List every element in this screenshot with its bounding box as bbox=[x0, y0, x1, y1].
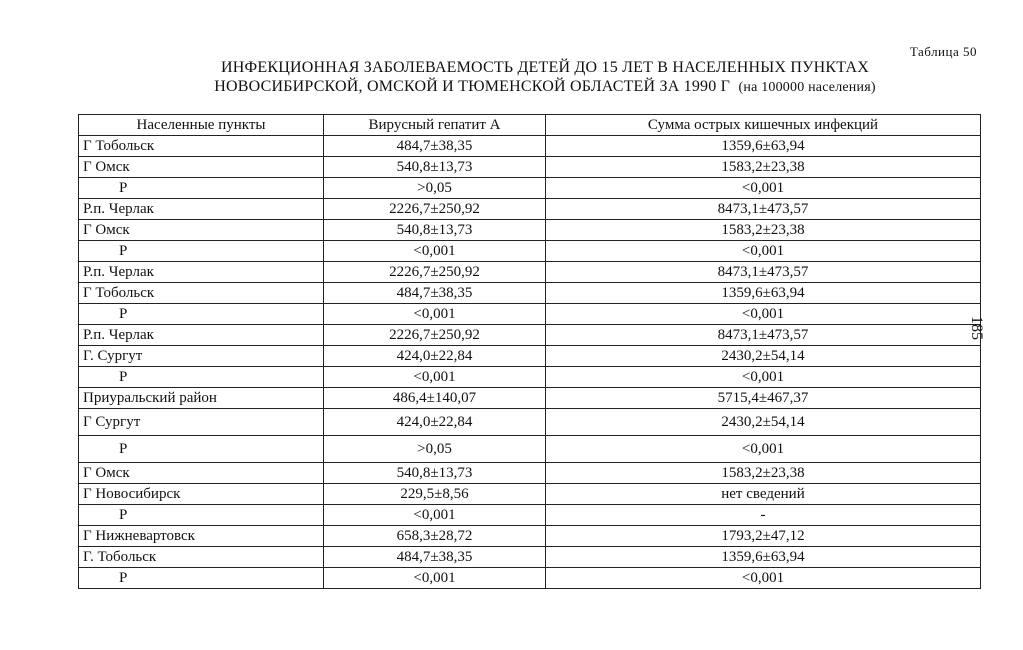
hepatitis-cell: <0,001 bbox=[324, 241, 546, 262]
intestinal-cell: <0,001 bbox=[546, 436, 981, 463]
place-cell: Р bbox=[79, 178, 324, 199]
table-row bbox=[79, 304, 981, 325]
table-header-row bbox=[79, 115, 981, 136]
table-body bbox=[79, 136, 981, 589]
place-cell: Г Омск bbox=[79, 157, 324, 178]
hepatitis-cell: >0,05 bbox=[324, 178, 546, 199]
hepatitis-cell: 2226,7±250,92 bbox=[324, 262, 546, 283]
place-cell: Г Новосибирск bbox=[79, 484, 324, 505]
table-title bbox=[150, 58, 940, 97]
place-cell: Р bbox=[79, 367, 324, 388]
intestinal-cell: <0,001 bbox=[546, 367, 981, 388]
place-cell: Г Омск bbox=[79, 463, 324, 484]
place-cell: Р bbox=[79, 568, 324, 589]
hepatitis-cell: <0,001 bbox=[324, 505, 546, 526]
place-cell: Р bbox=[79, 436, 324, 463]
morbidity-table bbox=[78, 114, 981, 589]
hepatitis-cell: 2226,7±250,92 bbox=[324, 325, 546, 346]
place-cell: Г Сургут bbox=[79, 409, 324, 436]
intestinal-cell: 1793,2±47,12 bbox=[546, 526, 981, 547]
place-cell: Р bbox=[79, 304, 324, 325]
table-row bbox=[79, 463, 981, 484]
place-cell: Г. Сургут bbox=[79, 346, 324, 367]
table-row bbox=[79, 157, 981, 178]
table-row bbox=[79, 568, 981, 589]
table-row bbox=[79, 367, 981, 388]
place-cell: Приуральский район bbox=[79, 388, 324, 409]
table-row bbox=[79, 262, 981, 283]
intestinal-cell: 5715,4±467,37 bbox=[546, 388, 981, 409]
hepatitis-cell: 229,5±8,56 bbox=[324, 484, 546, 505]
table-row bbox=[79, 484, 981, 505]
hepatitis-cell: 2226,7±250,92 bbox=[324, 199, 546, 220]
intestinal-cell: 2430,2±54,14 bbox=[546, 346, 981, 367]
place-cell: Р.п. Черлак bbox=[79, 199, 324, 220]
title-note: (на 100000 населения) bbox=[738, 80, 876, 95]
table-row bbox=[79, 199, 981, 220]
table-row bbox=[79, 325, 981, 346]
intestinal-cell: 8473,1±473,57 bbox=[546, 262, 981, 283]
place-cell: Г Нижневартовск bbox=[79, 526, 324, 547]
table-row bbox=[79, 178, 981, 199]
hepatitis-cell: 484,7±38,35 bbox=[324, 136, 546, 157]
place-cell: Р.п. Черлак bbox=[79, 262, 324, 283]
page-number: 185 bbox=[968, 316, 985, 340]
hepatitis-cell: 540,8±13,73 bbox=[324, 157, 546, 178]
column-header-intestinal: Сумма острых кишечных инфекций bbox=[546, 115, 981, 136]
title-line-2 bbox=[150, 77, 940, 97]
column-header-hepatitis: Вирусный гепатит А bbox=[324, 115, 546, 136]
table-row bbox=[79, 388, 981, 409]
intestinal-cell: 1583,2±23,38 bbox=[546, 220, 981, 241]
table-row bbox=[79, 436, 981, 463]
intestinal-cell: - bbox=[546, 505, 981, 526]
hepatitis-cell: <0,001 bbox=[324, 568, 546, 589]
intestinal-cell: <0,001 bbox=[546, 304, 981, 325]
table-row bbox=[79, 241, 981, 262]
hepatitis-cell: 540,8±13,73 bbox=[324, 463, 546, 484]
hepatitis-cell: 540,8±13,73 bbox=[324, 220, 546, 241]
intestinal-cell: 8473,1±473,57 bbox=[546, 325, 981, 346]
hepatitis-cell: 484,7±38,35 bbox=[324, 547, 546, 568]
hepatitis-cell: >0,05 bbox=[324, 436, 546, 463]
hepatitis-cell: 424,0±22,84 bbox=[324, 346, 546, 367]
intestinal-cell: 1359,6±63,94 bbox=[546, 283, 981, 304]
table-row bbox=[79, 283, 981, 304]
place-cell: Р.п. Черлак bbox=[79, 325, 324, 346]
intestinal-cell: 1583,2±23,38 bbox=[546, 463, 981, 484]
intestinal-cell: 1583,2±23,38 bbox=[546, 157, 981, 178]
hepatitis-cell: 658,3±28,72 bbox=[324, 526, 546, 547]
place-cell: Р bbox=[79, 241, 324, 262]
table-row bbox=[79, 409, 981, 436]
intestinal-cell: <0,001 bbox=[546, 241, 981, 262]
title-line-2-text: НОВОСИБИРСКОЙ, ОМСКОЙ И ТЮМЕНСКОЙ ОБЛАСТЕЙ ЗА 1990 Г bbox=[214, 78, 731, 95]
intestinal-cell: <0,001 bbox=[546, 178, 981, 199]
intestinal-cell: <0,001 bbox=[546, 568, 981, 589]
table-row bbox=[79, 547, 981, 568]
table-number-label: Таблица 50 bbox=[909, 44, 977, 59]
hepatitis-cell: 486,4±140,07 bbox=[324, 388, 546, 409]
intestinal-cell: 1359,6±63,94 bbox=[546, 136, 981, 157]
place-cell: Г Тобольск bbox=[79, 136, 324, 157]
hepatitis-cell: 424,0±22,84 bbox=[324, 409, 546, 436]
column-header-places: Населенные пункты bbox=[79, 115, 324, 136]
hepatitis-cell: <0,001 bbox=[324, 367, 546, 388]
table-row bbox=[79, 346, 981, 367]
intestinal-cell: нет сведений bbox=[546, 484, 981, 505]
hepatitis-cell: <0,001 bbox=[324, 304, 546, 325]
title-line-1: ИНФЕКЦИОННАЯ ЗАБОЛЕВАЕМОСТЬ ДЕТЕЙ ДО 15 ЛЕТ В НАСЕЛЕННЫХ ПУНКТАХ bbox=[221, 59, 869, 76]
place-cell: Г. Тобольск bbox=[79, 547, 324, 568]
table-row bbox=[79, 136, 981, 157]
intestinal-cell: 2430,2±54,14 bbox=[546, 409, 981, 436]
intestinal-cell: 8473,1±473,57 bbox=[546, 199, 981, 220]
place-cell: Г Тобольск bbox=[79, 283, 324, 304]
hepatitis-cell: 484,7±38,35 bbox=[324, 283, 546, 304]
place-cell: Г Омск bbox=[79, 220, 324, 241]
table-row bbox=[79, 505, 981, 526]
place-cell: Р bbox=[79, 505, 324, 526]
table-row bbox=[79, 526, 981, 547]
table-row bbox=[79, 220, 981, 241]
intestinal-cell: 1359,6±63,94 bbox=[546, 547, 981, 568]
